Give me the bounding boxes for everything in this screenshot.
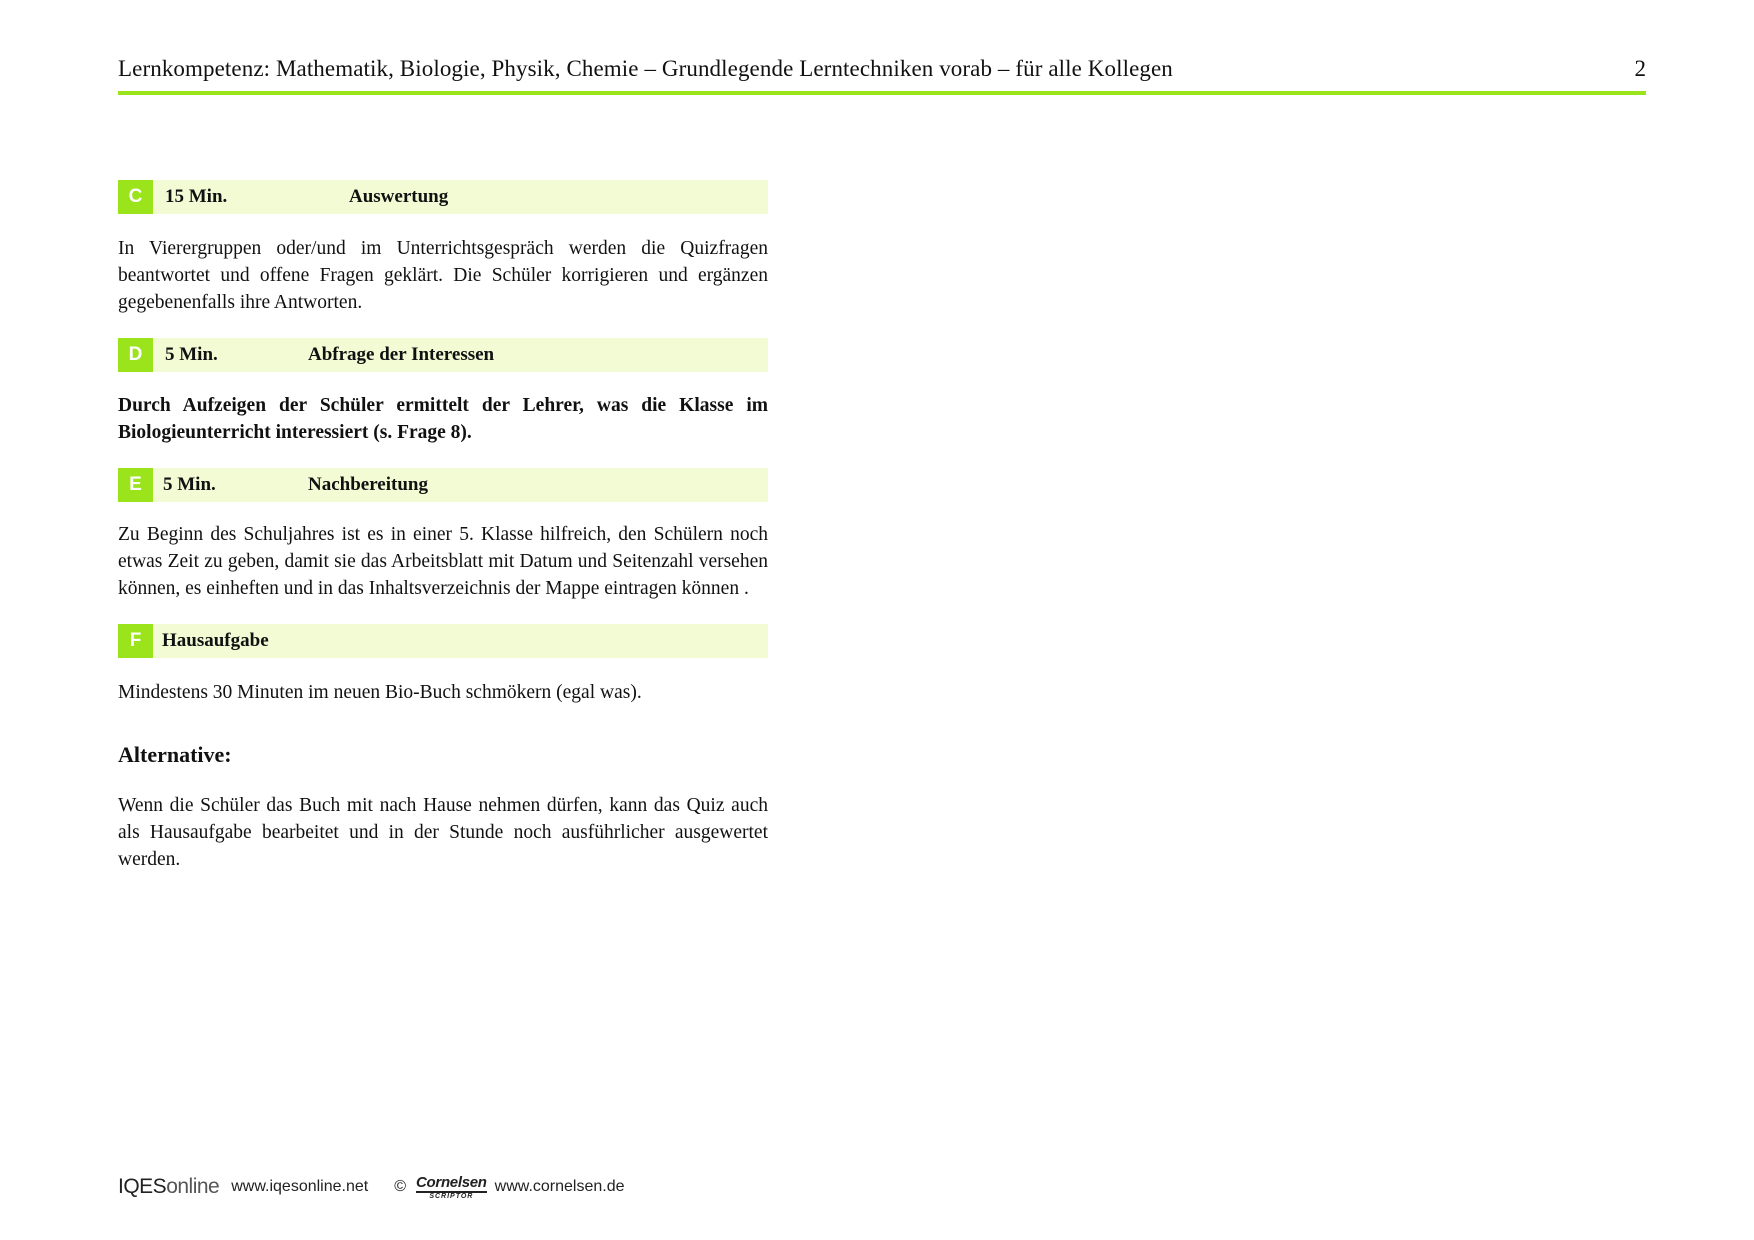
section-c-time: 15 Min. bbox=[165, 186, 228, 207]
section-e-time: 5 Min. bbox=[163, 474, 216, 495]
cornelsen-logo bbox=[416, 1175, 487, 1200]
section-f-text: Mindestens 30 Minuten im neuen Bio-Buch schmökern (egal was). bbox=[118, 682, 642, 703]
copyright-symbol: © bbox=[394, 1178, 407, 1195]
cornelsen-url[interactable]: www.cornelsen.de bbox=[494, 1178, 625, 1195]
section-f-bar bbox=[118, 624, 768, 658]
page-number: 2 bbox=[1634, 56, 1646, 81]
main-content bbox=[118, 180, 768, 873]
iqes-logo-main: IQES bbox=[118, 1175, 167, 1198]
section-d-time: 5 Min. bbox=[165, 344, 218, 365]
section-f-letter: F bbox=[118, 624, 153, 658]
section-d-title: Abfrage der Interessen bbox=[308, 344, 495, 365]
section-e-title: Nachbereitung bbox=[308, 474, 428, 495]
section-c-bar bbox=[118, 180, 768, 214]
header-title: Lernkompetenz: Mathematik, Biologie, Physik, Chemie – Grundlegende Lerntechniken vorab – für alle Kollegen bbox=[118, 56, 1173, 81]
section-c-text: In Vierergruppen oder/und im Unterrichtsgespräch werden die Quizfragen beantwortet und offene Fragen geklärt. Die Schüler korrigieren und ergänzen gegebenenfalls ihre Antworten. bbox=[118, 238, 768, 313]
iqes-logo bbox=[118, 1175, 219, 1199]
section-c-title: Auswertung bbox=[349, 186, 449, 207]
cornelsen-logo-main: Cornelsen bbox=[416, 1173, 487, 1191]
section-e-letter: E bbox=[118, 468, 153, 502]
section-d-text: Durch Aufzeigen der Schüler ermittelt der Lehrer, was die Klasse im Biologieunterricht interessiert (s. Frage 8). bbox=[118, 395, 768, 443]
section-d-letter: D bbox=[118, 338, 153, 372]
cornelsen-logo-sub: SCRIPTOR bbox=[429, 1192, 474, 1200]
section-e-text: Zu Beginn des Schuljahres ist es in einer 5. Klasse hilfreich, den Schülern noch etwas Zeit zu geben, damit sie das Arbeitsblatt mit Datum und Seitenzahl versehen können, es einheften und in das Inhaltsverzeichnis der Mappe eintragen können . bbox=[118, 524, 768, 599]
header-rule bbox=[118, 91, 1646, 95]
section-f-title: Hausaufgabe bbox=[162, 630, 269, 651]
section-d-bar bbox=[118, 338, 768, 372]
alternative-text: Wenn die Schüler das Buch mit nach Hause nehmen dürfen, kann das Quiz auch als Hausaufgabe bearbeitet und in der Stunde noch ausführlicher ausgewertet werden. bbox=[118, 795, 768, 870]
iqes-url[interactable]: www.iqesonline.net bbox=[231, 1178, 369, 1195]
section-e-bar bbox=[118, 468, 768, 502]
alternative-heading: Alternative: bbox=[118, 742, 232, 767]
section-c-letter: C bbox=[118, 180, 153, 214]
iqes-logo-online: online bbox=[166, 1175, 220, 1198]
footer bbox=[118, 1172, 625, 1202]
